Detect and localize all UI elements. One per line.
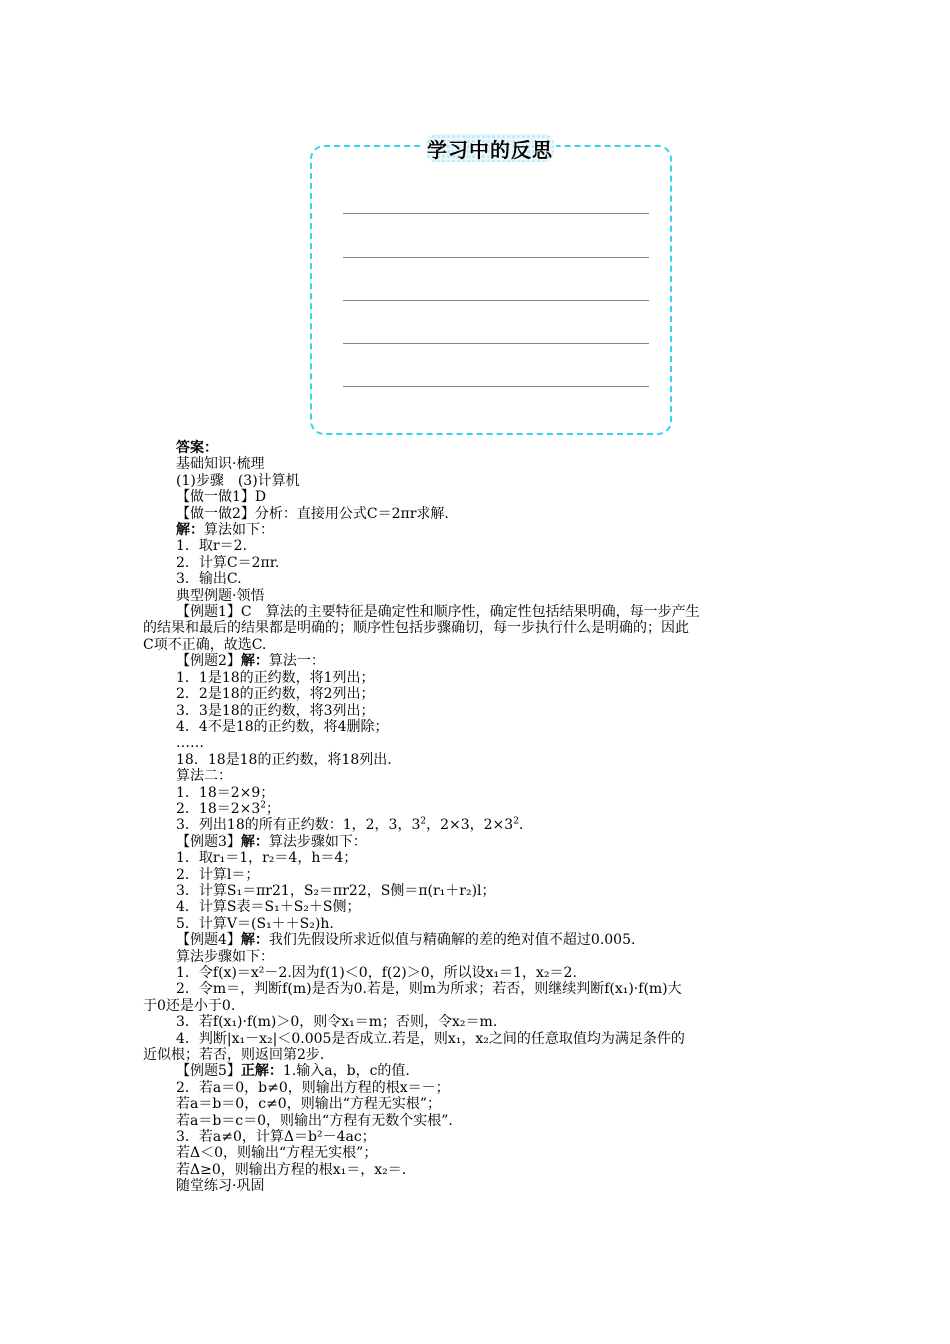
writing-line [343, 386, 649, 387]
solution-label: 解： [176, 522, 204, 539]
text-part: 3．列出18的所有正约数：1，2，3，3 [176, 817, 421, 834]
text-line: 若Δ≥0，则输出方程的根x₁＝，x₂＝. [176, 1161, 407, 1178]
answers-section [143, 440, 808, 1195]
text-line [143, 817, 808, 833]
text-line: 【例题1】C 算法的主要特征是确定性和顺序性，确定性包括结果明确，每一步产生 [176, 604, 700, 621]
text-line: 算法步骤如下： [176, 948, 274, 965]
text-line: 3．若f(x₁)·f(m)＞0，则令x₁＝m；否则，令x₂＝m. [176, 1014, 498, 1031]
text-line: 3．若a≠0，计算Δ＝b²－4ac； [176, 1129, 376, 1146]
section-heading: 典型例题·领悟 [176, 587, 265, 604]
exponent: 2 [260, 800, 267, 811]
text-line: 的结果和最后的结果都是明确的；顺序性包括步骤确切，每一步执行什么是明确的；因此 [143, 620, 689, 637]
section-heading: 基础知识·梳理 [176, 456, 265, 473]
text-line: 4．判断|x₁－x₂|＜0.005是否成立.若是，则x₁，x₂之间的任意取值均为满足条件的 [176, 1030, 685, 1047]
text-line: 近似根；若否，则返回第2步. [143, 1047, 325, 1064]
text-line [143, 801, 808, 817]
text-line: 1．取r＝2. [176, 538, 247, 555]
answers-heading: 答案： [176, 440, 218, 456]
text-line: 2．令m＝，判断f(m)是否为0.若是，则m为所求；若否，则继续判断f(x₁)·f(m)大 [176, 981, 682, 998]
reflection-box [310, 145, 672, 435]
text-line: 1．令f(x)＝x²－2.因为f(1)＜0，f(2)＞0，所以设x₁＝1，x₂＝2. [176, 965, 577, 981]
text-part: ，2×3，2×3 [426, 817, 514, 834]
solution-text: 算法如下： [204, 522, 274, 539]
text-line: 若a＝b＝0，c≠0，则输出“方程无实根”； [176, 1096, 442, 1113]
text-line: 5．计算V＝(S₁＋＋S₂)h. [176, 915, 334, 932]
text-line: (1)步骤 (3)计算机 [176, 472, 300, 489]
section-heading: 随堂练习·巩固 [176, 1178, 265, 1195]
solution-label: 正解： [240, 1063, 283, 1080]
text-line [143, 932, 808, 948]
text-line: 算法二： [176, 768, 232, 785]
text-line: 1．取r₁＝1，r₂＝4，h＝4； [176, 850, 358, 867]
text-line: 2．计算l＝； [176, 866, 260, 883]
text-line: 4．计算S表＝S₁＋S₂＋S侧； [176, 899, 361, 916]
text-line: 2．若a＝0，b≠0，则输出方程的根x＝－； [176, 1079, 450, 1096]
solution-text: 算法步骤如下： [268, 833, 367, 850]
solution-text: 1.输入a，b，c的值. [282, 1063, 410, 1080]
exponent: 2 [513, 816, 519, 827]
solution-text: 我们先假设所求近似值与精确解的差的绝对值不超过0.005. [268, 932, 636, 949]
text-line [143, 1063, 808, 1079]
text-line: 2．2是18的正约数，将2列出； [176, 686, 375, 703]
text-line: 若a＝b＝c＝0，则输出“方程有无数个实根”. [176, 1112, 453, 1129]
text-line: 3．3是18的正约数，将3列出； [176, 702, 375, 719]
solution-label: 解： [240, 932, 269, 949]
solution-label: 解： [240, 833, 269, 850]
text-line: 1．18＝2×9； [176, 784, 275, 801]
text-line: 于0还是小于0. [143, 997, 236, 1014]
text-line: 【做一做1】D [176, 489, 267, 506]
text-line: 4．4不是18的正约数，将4删除； [176, 718, 389, 735]
example-tag: 【例题3】 [176, 833, 241, 850]
reflection-title-badge [424, 132, 556, 164]
example-tag: 【例题5】 [176, 1063, 241, 1080]
writing-line [343, 343, 649, 344]
solution-text: 算法一： [268, 653, 325, 670]
text-line: 3．计算S₁＝πr21，S₂＝πr22，S侧＝π(r₁＋r₂)l； [176, 882, 496, 899]
reflection-title: 学习中的反思 [426, 134, 554, 162]
text-part: . [518, 817, 524, 834]
text-line: 1．1是18的正约数，将1列出； [176, 669, 375, 686]
text-line: 若Δ＜0，则输出“方程无实根”； [176, 1145, 378, 1162]
text-line: 18．18是18的正约数，将18列出. [176, 751, 392, 768]
text-line: 【做一做2】分析：直接用公式C＝2πr求解. [176, 505, 449, 522]
text-line [143, 522, 808, 538]
writing-line [343, 300, 649, 301]
example-tag: 【例题4】 [176, 932, 241, 949]
text-line [143, 653, 808, 669]
writing-line [343, 257, 649, 258]
solution-label: 解： [240, 653, 269, 670]
text-line: C项不正确，故选C. [143, 636, 267, 653]
text-part: 2．18＝2×3 [176, 800, 261, 817]
writing-line [343, 213, 649, 214]
text-part: ； [266, 800, 281, 817]
text-line [143, 834, 808, 850]
exponent: 2 [420, 816, 427, 827]
text-line: …… [176, 735, 204, 752]
text-line: 2．计算C＝2πr. [176, 554, 280, 571]
text-line: 3．输出C. [176, 571, 242, 588]
example-tag: 【例题2】 [176, 653, 241, 670]
